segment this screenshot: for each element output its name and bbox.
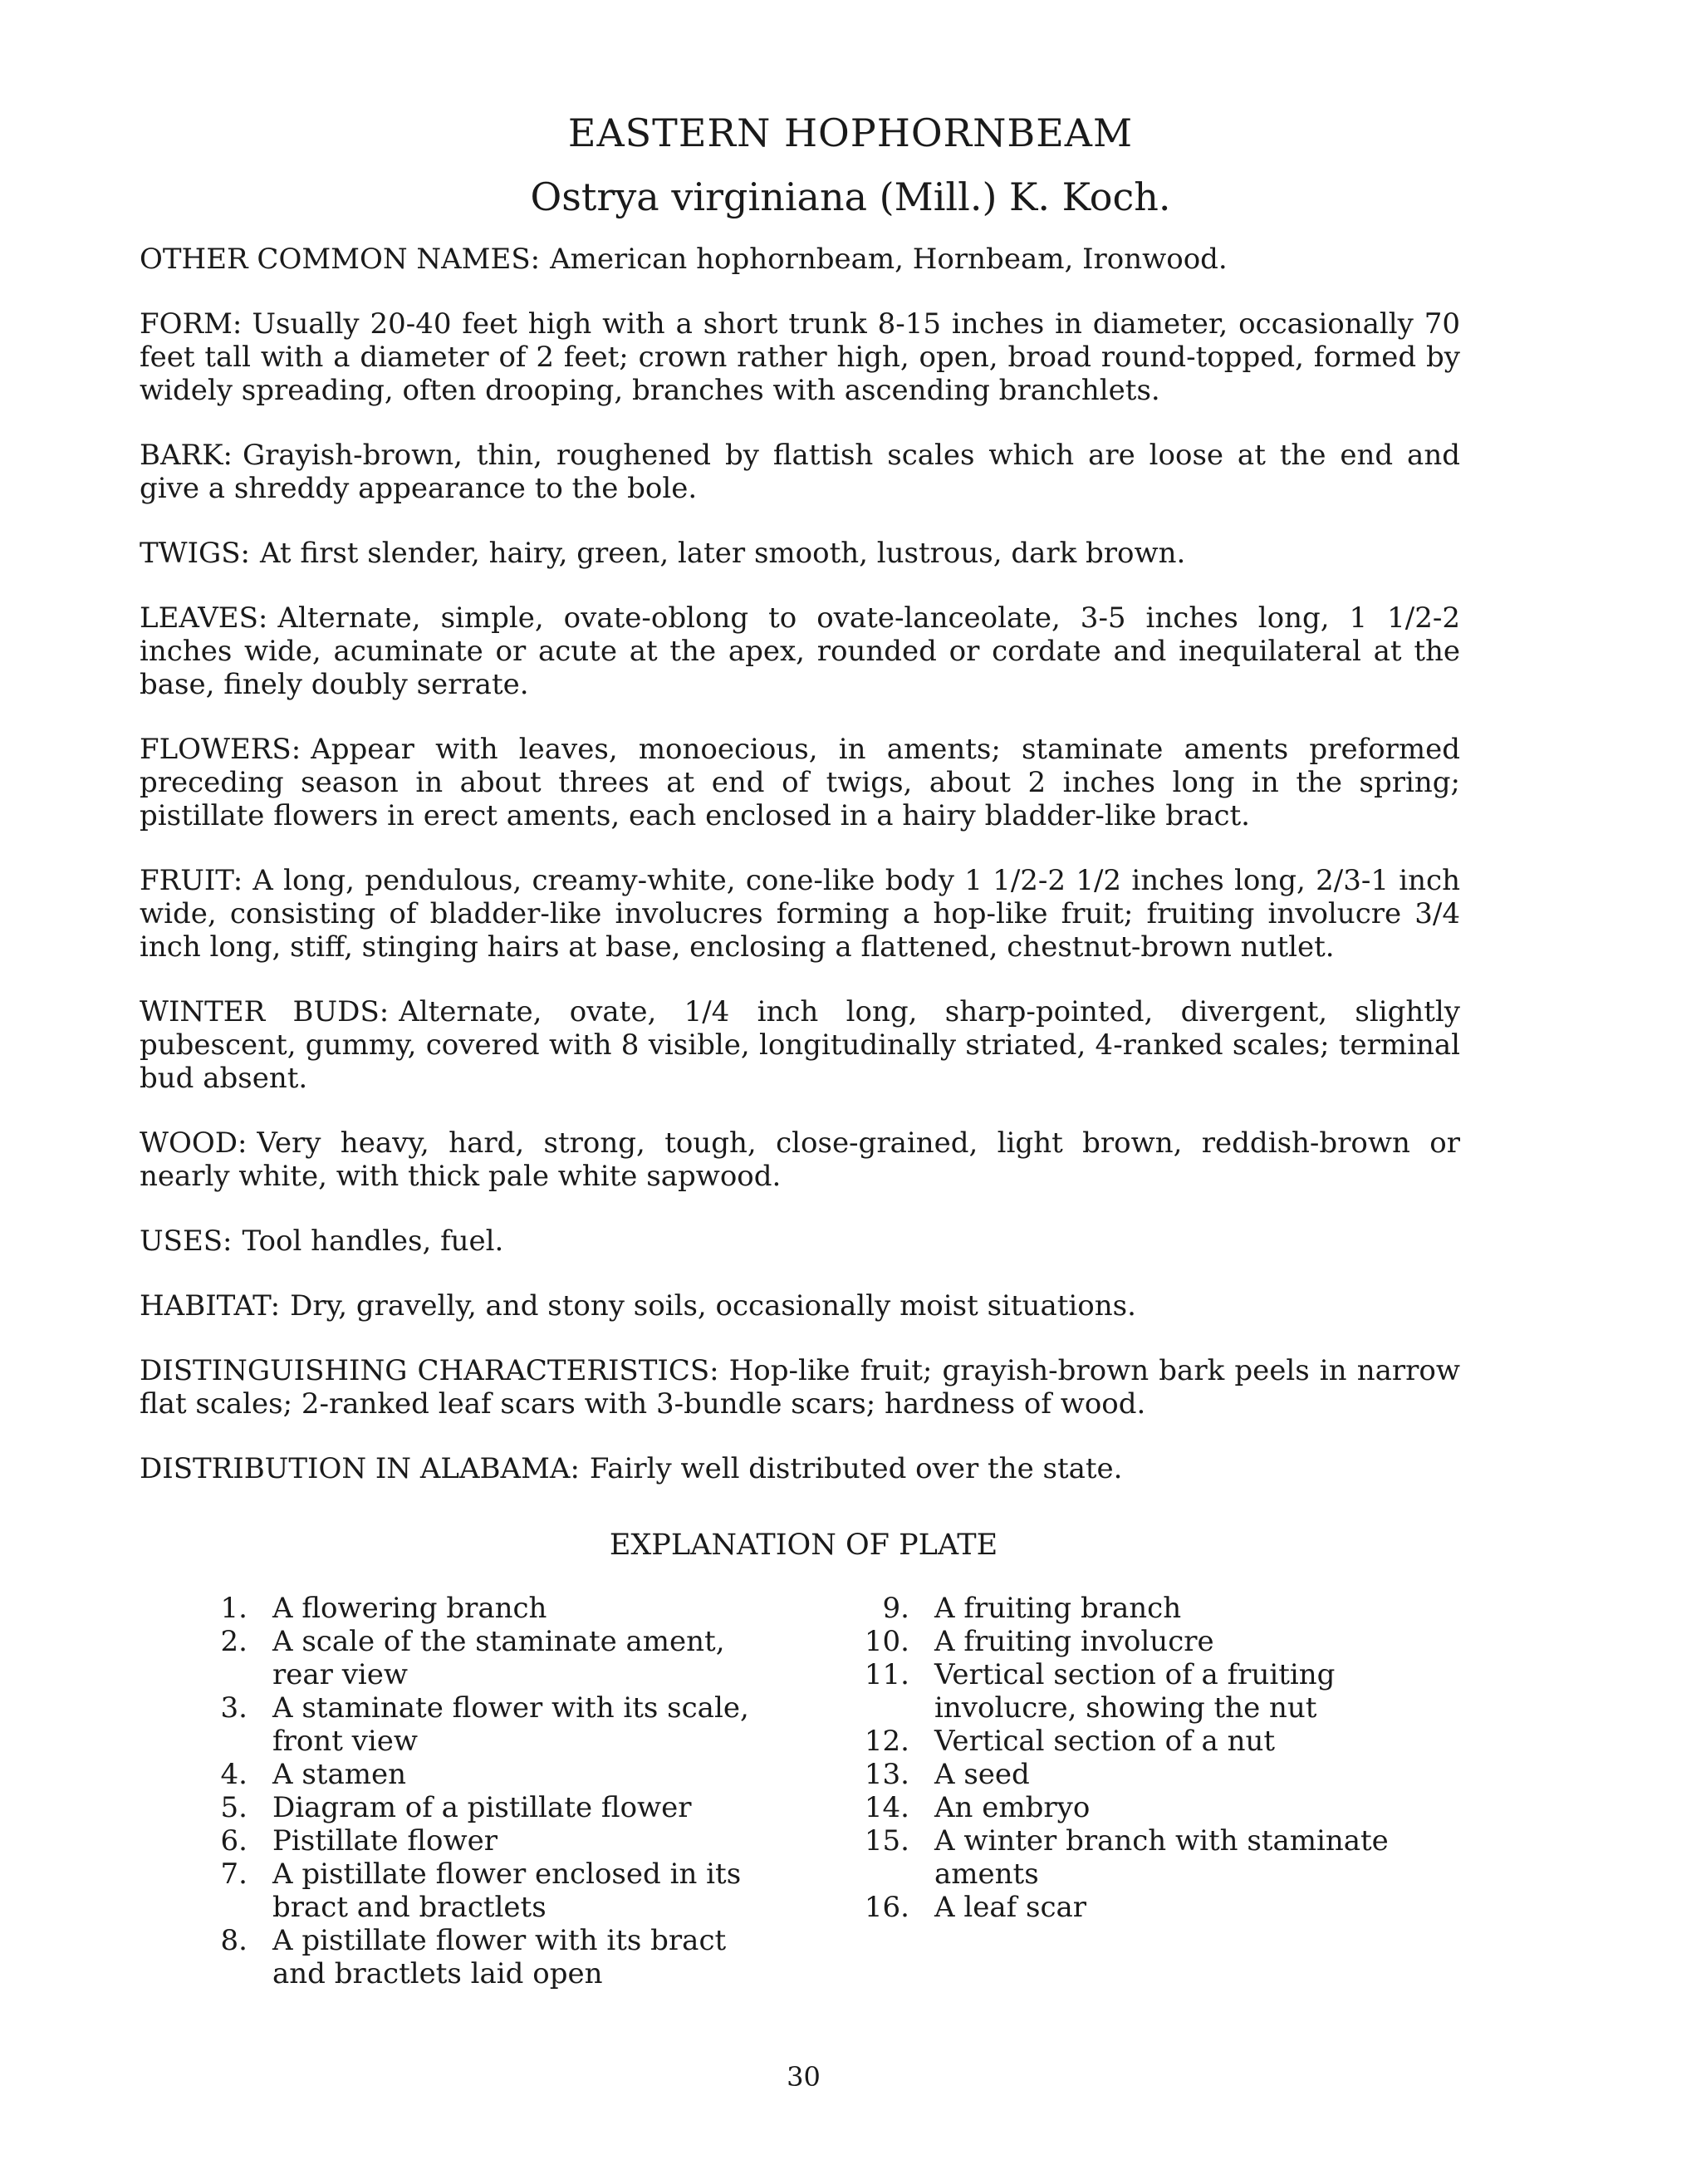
section-label: DISTRIBUTION IN ALABAMA: — [140, 1452, 580, 1485]
plate-item-text: A stamen — [272, 1758, 407, 1791]
section-other-common-names — [140, 243, 1460, 276]
section-uses — [140, 1225, 1460, 1258]
description-body — [140, 243, 1460, 1517]
plate-item — [851, 1791, 1449, 1824]
section-fruit — [140, 864, 1460, 964]
section-distribution — [140, 1452, 1460, 1485]
plate-item — [189, 1625, 787, 1691]
plate-item — [189, 1791, 787, 1824]
plate-item-number: 12. — [864, 1725, 909, 1758]
plate-item-text: A fruiting involucre — [934, 1625, 1214, 1658]
section-habitat — [140, 1289, 1460, 1323]
section-text: Very heavy, hard, strong, tough, close-grained, light brown, reddish-brown or nearly white, with thick pale white sapwood. — [140, 1126, 1460, 1193]
plate-item — [851, 1891, 1449, 1924]
plate-item-text: A fruiting branch — [934, 1592, 1182, 1625]
section-text: Grayish-brown, thin, roughened by flattish scales which are loose at the end and give a shreddy appearance to the bole. — [140, 439, 1460, 505]
plate-item-text: A winter branch with staminate aments — [934, 1824, 1389, 1891]
section-text: Hop-like fruit; grayish-brown bark peels in narrow flat scales; 2-ranked leaf scars with 3-bundle scars; hardness of wood. — [140, 1354, 1460, 1421]
plate-item-number: 15. — [864, 1824, 909, 1858]
section-label: WOOD: — [140, 1126, 248, 1160]
plate-item-number: 4. — [220, 1758, 248, 1791]
section-leaves — [140, 601, 1460, 701]
plate-item — [851, 1725, 1449, 1758]
plate-item — [189, 1758, 787, 1791]
section-text: Alternate, ovate, 1/4 inch long, sharp-pointed, divergent, slightly pubescent, gummy, covered with 8 visible, longitudinally striated, 4-ranked scales; terminal bud absent. — [140, 995, 1460, 1095]
plate-item-text: A pistillate flower with its bract and bractlets laid open — [272, 1924, 727, 1990]
plate-item-number: 7. — [220, 1858, 248, 1891]
section-label: HABITAT: — [140, 1289, 281, 1323]
plate-item-number: 5. — [220, 1791, 248, 1824]
plate-item-text: Vertical section of a fruiting involucre, showing the nut — [934, 1658, 1336, 1725]
plate-item — [851, 1758, 1449, 1791]
page-title: EASTERN HOPHORNBEAM — [567, 110, 1134, 155]
plate-item — [189, 1824, 787, 1858]
scientific-name: Ostrya virginiana (Mill.) K. Koch. — [530, 174, 1171, 219]
section-text: At first slender, hairy, green, later smooth, lustrous, dark brown. — [259, 537, 1186, 570]
plate-item-text: Vertical section of a nut — [934, 1725, 1276, 1758]
section-text: A long, pendulous, creamy-white, cone-like body 1 1/2-2 1/2 inches long, 2/3-1 inch wide, consisting of bladder-like involucres forming a hop-like fruit; fruiting involucre 3/4 inch long, stiff, stinging hairs at base, enclosing a flattened, chestnut-brown nutlet. — [140, 864, 1460, 964]
plate-item-number: 16. — [864, 1891, 909, 1924]
plate-heading: EXPLANATION OF PLATE — [609, 1529, 998, 1562]
section-label: OTHER COMMON NAMES: — [140, 243, 541, 276]
section-label: BARK: — [140, 439, 233, 472]
plate-item-text: A pistillate flower enclosed in its bract and bractlets — [272, 1858, 742, 1924]
plate-item-text: A staminate flower with its scale, front view — [272, 1691, 749, 1758]
plate-item-number: 2. — [220, 1625, 248, 1658]
plate-item-text: A scale of the staminate ament, rear view — [272, 1625, 725, 1691]
plate-item-text: A flowering branch — [272, 1592, 547, 1625]
plate-item — [189, 1592, 787, 1625]
plate-item-number: 3. — [220, 1691, 248, 1725]
plate-item-text: Pistillate flower — [272, 1824, 498, 1858]
plate-item — [851, 1592, 1449, 1625]
section-label: FRUIT: — [140, 864, 243, 897]
page-number: 30 — [787, 2061, 821, 2093]
section-label: TWIGS: — [140, 537, 250, 570]
plate-item-text: A leaf scar — [934, 1891, 1087, 1924]
plate-item-text: An embryo — [934, 1791, 1091, 1824]
plate-item — [851, 1625, 1449, 1658]
plate-item-number: 10. — [864, 1625, 909, 1658]
section-text: American hophornbeam, Hornbeam, Ironwood. — [550, 243, 1228, 276]
section-label: FORM: — [140, 307, 243, 341]
plate-item — [189, 1924, 787, 1990]
plate-item — [189, 1691, 787, 1758]
section-label: DISTINGUISHING CHARACTERISTICS: — [140, 1354, 719, 1387]
plate-item — [851, 1824, 1449, 1891]
section-text: Alternate, simple, ovate-oblong to ovate-lanceolate, 3-5 inches long, 1 1/2-2 inches wide, acuminate or acute at the apex, rounded or cordate and inequilateral at the base, finely doubly serrate. — [140, 601, 1460, 701]
plate-item-number: 9. — [882, 1592, 909, 1625]
section-distinguishing-characteristics — [140, 1354, 1460, 1421]
section-label: LEAVES: — [140, 601, 268, 635]
section-text: Tool handles, fuel. — [242, 1225, 504, 1258]
plate-item-text: A seed — [934, 1758, 1030, 1791]
section-text: Fairly well distributed over the state. — [589, 1452, 1123, 1485]
plate-item — [851, 1658, 1449, 1725]
section-flowers — [140, 733, 1460, 832]
plate-item-number: 14. — [864, 1791, 909, 1824]
section-wood — [140, 1126, 1460, 1193]
plate-item — [189, 1858, 787, 1924]
section-text: Dry, gravelly, and stony soils, occasionally moist situations. — [290, 1289, 1136, 1323]
plate-item-number: 11. — [864, 1658, 909, 1691]
plate-item-number: 13. — [864, 1758, 909, 1791]
plate-item-text: Diagram of a pistillate flower — [272, 1791, 692, 1824]
plate-item-number: 6. — [220, 1824, 248, 1858]
plate-item-number: 1. — [220, 1592, 248, 1625]
section-label: FLOWERS: — [140, 733, 301, 766]
section-label: WINTER BUDS: — [140, 995, 390, 1028]
section-label: USES: — [140, 1225, 233, 1258]
section-winter-buds — [140, 995, 1460, 1095]
plate-list-left — [189, 1592, 787, 1990]
plate-item-number: 8. — [220, 1924, 248, 1957]
section-text: Usually 20-40 feet high with a short trunk 8-15 inches in diameter, occasionally 70 feet tall with a diameter of 2 feet; crown rather high, open, broad round-topped, formed by widely spreading, often drooping, branches with ascending branchlets. — [140, 307, 1460, 407]
section-bark — [140, 439, 1460, 505]
section-text: Appear with leaves, monoecious, in aments; staminate aments preformed preceding season in about threes at end of twigs, about 2 inches long in the spring; pistillate flowers in erect aments, each enclosed in a hairy bladder-like bract. — [140, 733, 1460, 832]
section-twigs — [140, 537, 1460, 570]
section-form — [140, 307, 1460, 407]
plate-list-right — [851, 1592, 1449, 1924]
